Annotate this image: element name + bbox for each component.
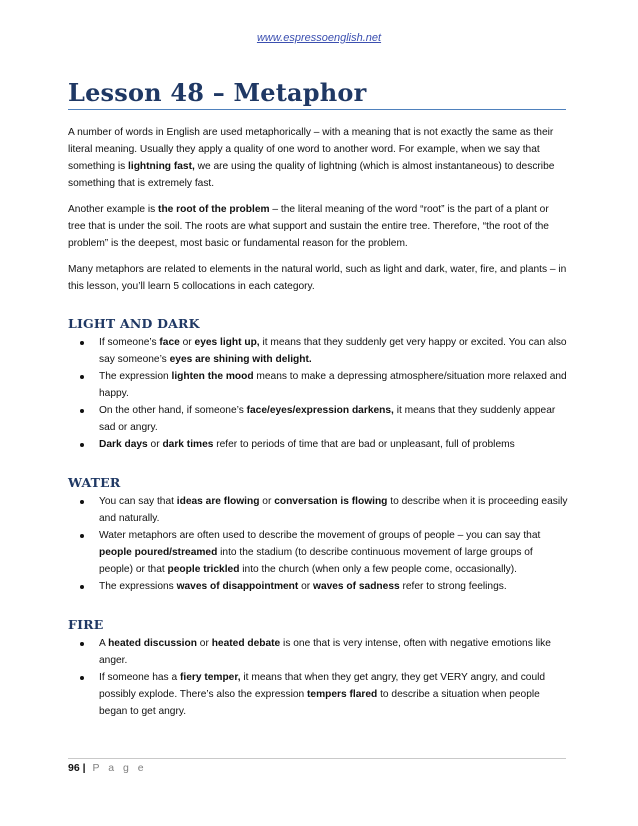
page-footer (68, 762, 147, 774)
footer-separator: | (82, 762, 86, 774)
title-divider (68, 109, 566, 110)
section-heading-light-dark: LIGHT AND DARK (68, 316, 200, 331)
list-item: A heated discussion or heated debate is one that is very intense, often with negative emotions like anger. (99, 635, 568, 669)
list-item: If someone has a fiery temper, it means that when they get angry, they get VERY angry, and could possibly explode. There’s also the expression tempers flared to describe a situation when people began to get angry. (99, 669, 568, 720)
bullet-icon (80, 676, 84, 680)
intro-paragraph-1: A number of words in English are used metaphorically – with a meaning that is not exactly the same as their literal meaning. Usually they apply a quality of one word to another word. For example, when we say that something is lightning fast, we are using the quality of lightning (which is almost instantaneous) to describe something that is extremely fast. (68, 127, 555, 189)
list-item: Water metaphors are often used to describe the movement of groups of people – you can say that people poured/streamed into the stadium (to describe continuous movement of large groups of people) or that people trickled into the church (when only a few people come, occasionally). (99, 527, 568, 578)
list-item: On the other hand, if someone’s face/eyes/expression darkens, it means that they suddenly appear sad or angry. (99, 402, 568, 436)
page-number: 96 (68, 762, 80, 774)
page-label: P a g e (92, 762, 147, 774)
list-item: Dark days or dark times refer to periods of time that are bad or unpleasant, full of problems (99, 436, 568, 453)
bullet-icon (80, 443, 84, 447)
intro-paragraph-3: Many metaphors are related to elements in the natural world, such as light and dark, water, fire, and plants – in this lesson, you’ll learn 5 collocations in each category. (68, 264, 567, 292)
footer-divider (68, 758, 566, 759)
list-item: The expression lighten the mood means to make a depressing atmosphere/situation more relaxed and happy. (99, 368, 568, 402)
section-heading-fire: FIRE (68, 617, 104, 632)
section-heading-water: WATER (68, 475, 121, 490)
fire-list (68, 635, 568, 720)
list-item: The expressions waves of disappointment or waves of sadness refer to strong feelings. (99, 578, 568, 595)
lesson-title: Lesson 48 – Metaphor (68, 78, 367, 107)
water-list (68, 493, 568, 595)
bullet-icon (80, 341, 84, 345)
list-item: You can say that ideas are flowing or conversation is flowing to describe when it is proceeding easily and naturally. (99, 493, 568, 527)
bullet-icon (80, 500, 84, 504)
intro-paragraph-2: Another example is the root of the problem – the literal meaning of the word “root” is the part of a plant or tree that is under the soil. The roots are what support and sustain the entire tree. Therefore, “the root of the problem” is the deepest, most basic or fundamental reason for the problem. (68, 204, 549, 249)
bullet-icon (80, 642, 84, 646)
bullet-icon (80, 585, 84, 589)
bullet-icon (80, 409, 84, 413)
light-dark-list (68, 334, 568, 453)
lesson-body (68, 124, 568, 720)
bullet-icon (80, 534, 84, 538)
list-item: If someone’s face or eyes light up, it means that they suddenly get very happy or excited. You can also say someone’s eyes are shining with delight. (99, 334, 568, 368)
bullet-icon (80, 375, 84, 379)
website-link[interactable]: www.espressoenglish.net (256, 32, 382, 44)
